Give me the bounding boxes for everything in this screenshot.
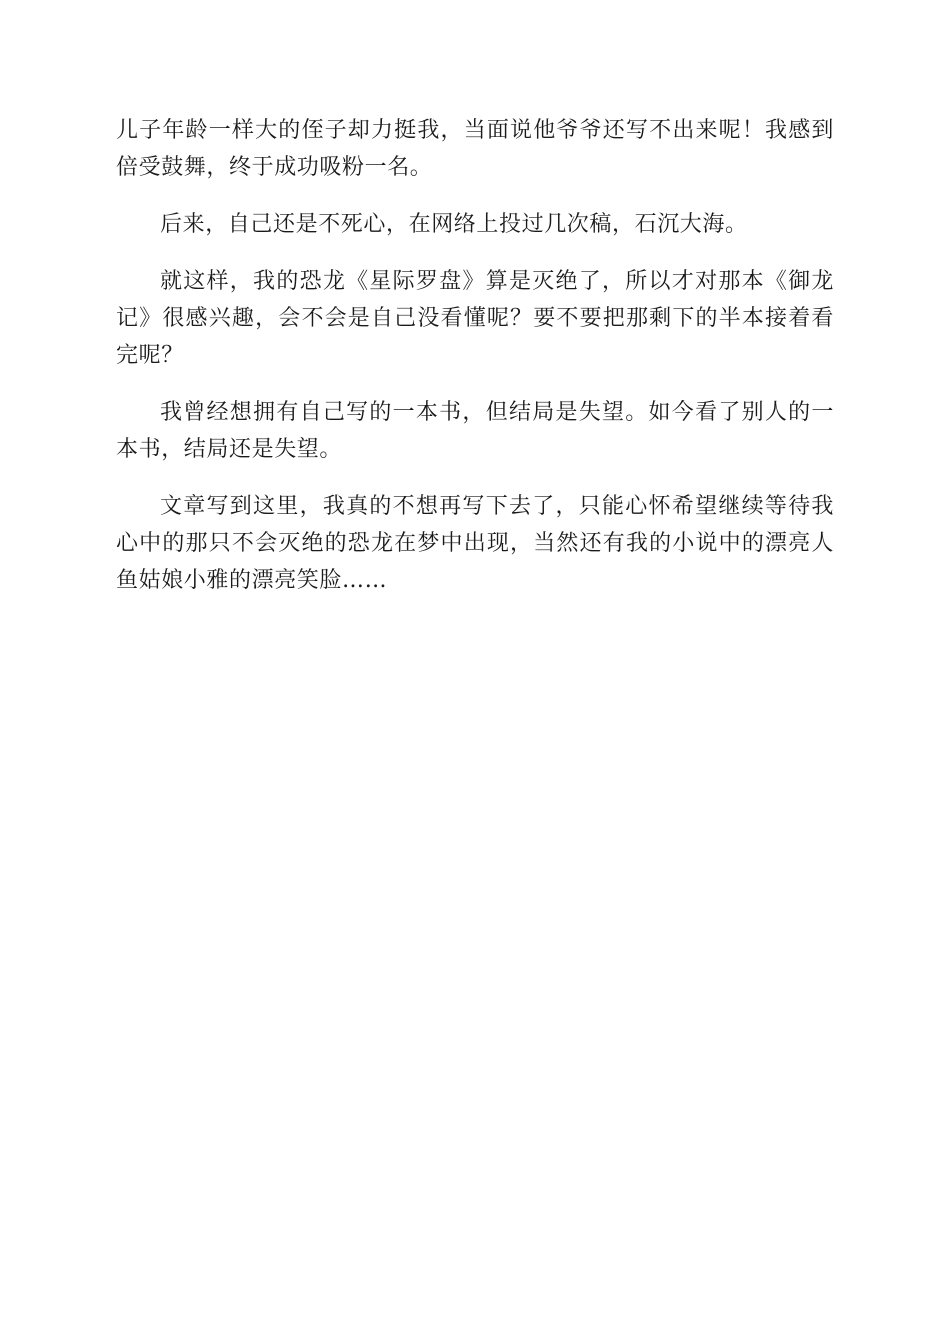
paragraph: 后来，自己还是不死心，在网络上投过几次稿，石沉大海。 — [160, 212, 748, 237]
paragraph: 我曾经想拥有自己写的一本书，但结局是失望。如今看了别人的一本书，结局还是失望。 — [116, 400, 834, 462]
paragraph-continued: 儿子年龄一样大的侄子却力挺我，当面说他爷爷还写不出来呢！我感到倍受鼓舞，终于成功吸粉一名。 — [116, 118, 834, 180]
document-body — [116, 112, 834, 619]
paragraph: 文章写到这里，我真的不想再写下去了，只能心怀希望继续等待我心中的那只不会灭绝的恐龙在梦中出现，当然还有我的小说中的漂亮人鱼姑娘小雅的漂亮笑脸…… — [116, 494, 834, 593]
paragraph: 就这样，我的恐龙《星际罗盘》算是灭绝了，所以才对那本《御龙记》很感兴趣，会不会是自己没看懂呢？要不要把那剩下的半本接着看完呢？ — [116, 269, 834, 368]
